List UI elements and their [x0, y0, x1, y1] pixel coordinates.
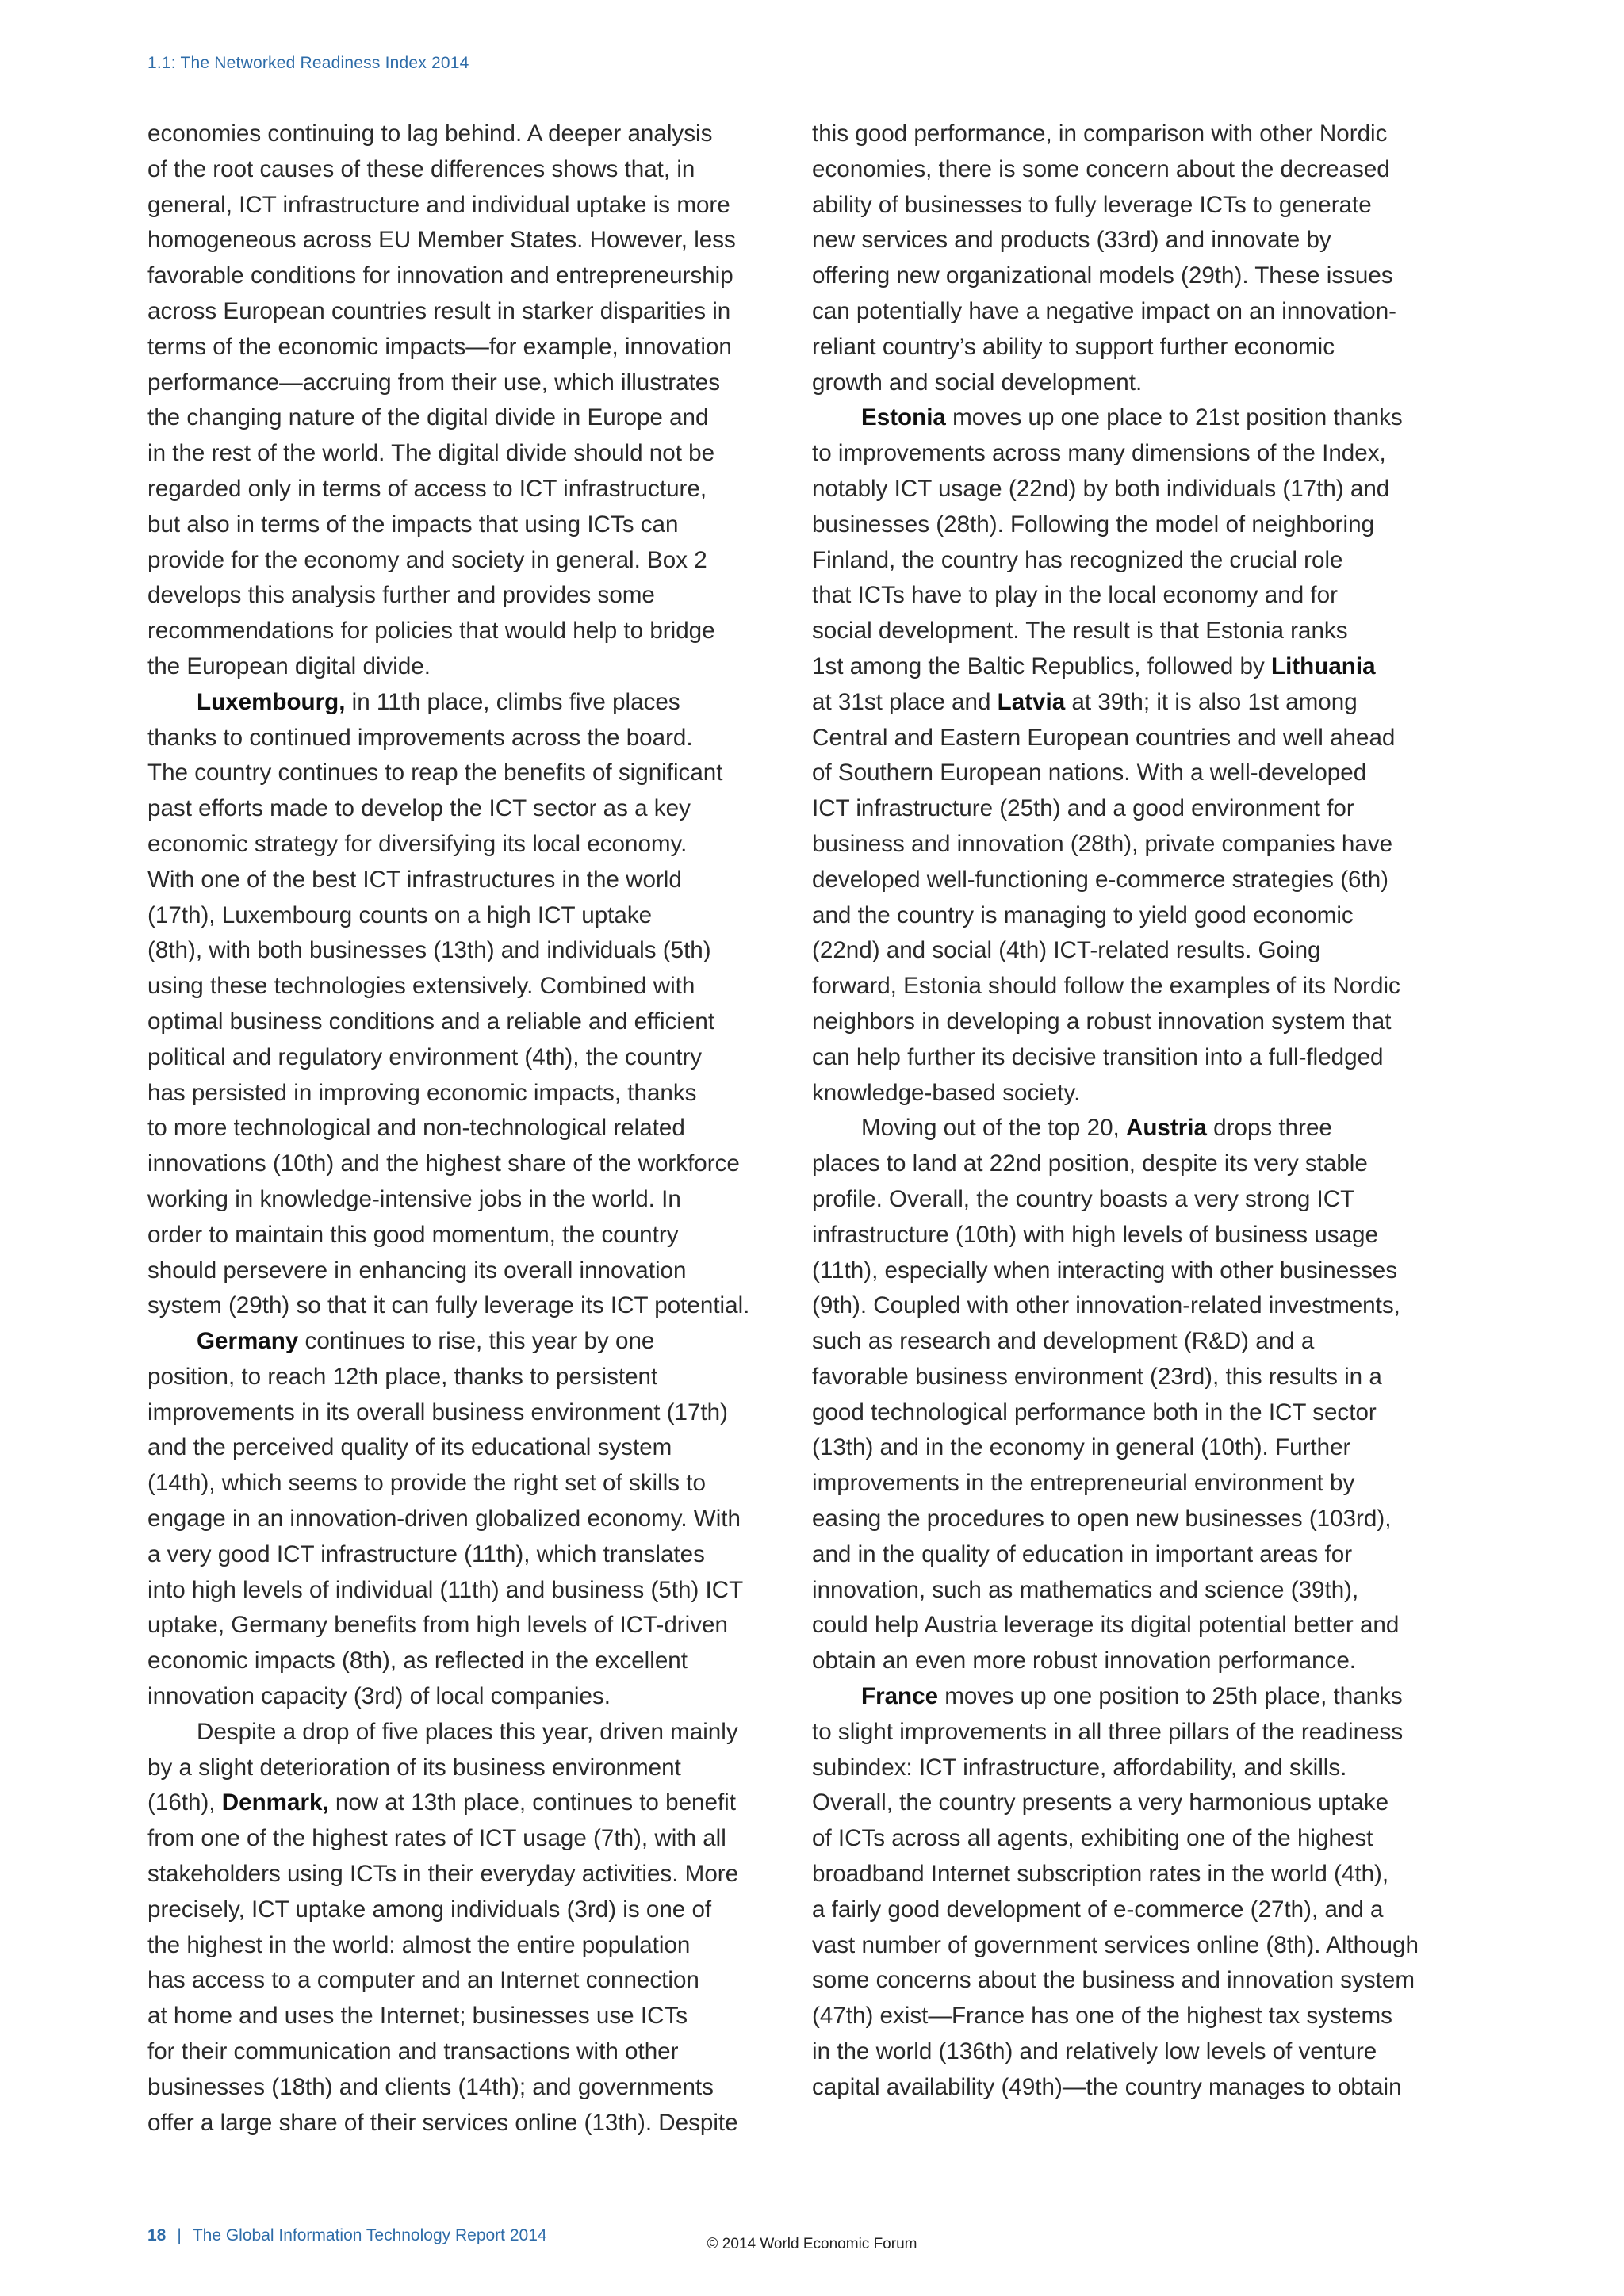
text-line — [812, 188, 1438, 224]
line-text: regarded only in terms of access to ICT infrastructure, — [147, 475, 707, 502]
line-text: recommendations for policies that would help to bridge — [147, 618, 715, 645]
left-text-column — [147, 117, 774, 2141]
line-text: the European digital divide. — [147, 652, 431, 679]
line-text: (22nd) and social (4th) ICT-related results. Going — [812, 937, 1321, 964]
line-text: system (29th) so that it can fully leverage its ICT potential. — [147, 1292, 750, 1319]
line-text: reliant country’s ability to support further economic — [812, 333, 1335, 360]
text-line — [812, 1679, 1438, 1715]
text-line — [147, 1324, 774, 1360]
text-line — [147, 1004, 774, 1040]
text-line — [147, 969, 774, 1004]
text-line — [147, 400, 774, 436]
text-line — [812, 1751, 1438, 1786]
line-text: 1st among the Baltic Republics, followed by — [812, 652, 1272, 679]
text-line — [812, 1004, 1438, 1040]
text-line — [812, 1182, 1438, 1218]
text-line — [812, 1785, 1438, 1821]
text-line — [812, 365, 1438, 401]
line-text: vast number of government services online (8th). Although — [812, 1931, 1419, 1958]
line-text: broadband Internet subscription rates in the world (4th), — [812, 1861, 1389, 1888]
country-name: Lithuania — [1271, 652, 1376, 679]
text-line — [812, 1892, 1438, 1928]
text-line — [812, 152, 1438, 188]
text-line — [147, 365, 774, 401]
right-text-column — [812, 117, 1438, 2106]
text-line — [147, 721, 774, 756]
line-text: working in knowledge-intensive jobs in the world. In — [147, 1185, 681, 1212]
text-line — [812, 791, 1438, 827]
running-header: 1.1: The Networked Readiness Index 2014 — [147, 54, 469, 72]
line-text: should persevere in enhancing its overall innovation — [147, 1257, 687, 1284]
line-text: can help further its decisive transition into a full-fledged — [812, 1043, 1384, 1070]
line-text: improvements in its overall business environment (17th) — [147, 1399, 728, 1425]
text-line — [812, 294, 1438, 330]
footer-separator: | — [177, 2226, 182, 2244]
line-text: that ICTs have to play in the local economy and for — [812, 582, 1338, 609]
line-text: ability of businesses to fully leverage ICTs to generate — [812, 191, 1372, 218]
text-line — [812, 933, 1438, 969]
line-text: by a slight deterioration of its business environment — [147, 1754, 681, 1781]
line-text: businesses (18th) and clients (14th); and governments — [147, 2073, 714, 2100]
line-text: (47th) exist—France has one of the highest tax systems — [812, 2003, 1392, 2030]
text-line — [812, 507, 1438, 543]
text-line — [812, 1360, 1438, 1395]
line-text: of ICTs across all agents, exhibiting one of the highest — [812, 1825, 1373, 1852]
line-text: obtain an even more robust innovation performance. — [812, 1647, 1357, 1674]
text-line — [147, 1644, 774, 1679]
line-text: across European countries result in starker disparities in — [147, 297, 731, 324]
text-line — [147, 152, 774, 188]
line-text: Central and Eastern European countries and well ahead — [812, 724, 1396, 751]
line-text: good technological performance both in the ICT sector — [812, 1399, 1377, 1425]
text-line — [147, 472, 774, 507]
text-line — [147, 1537, 774, 1573]
line-text: order to maintain this good momentum, the country — [147, 1221, 679, 1248]
text-line — [812, 258, 1438, 294]
text-line — [147, 1821, 774, 1857]
line-text: businesses (28th). Following the model of neighboring — [812, 511, 1375, 538]
paragraph — [147, 685, 774, 1324]
line-text: stakeholders using ICTs in their everyday activities. More — [147, 1861, 739, 1888]
line-text: past efforts made to develop the ICT sector as a key — [147, 795, 691, 822]
text-line — [812, 1537, 1438, 1573]
text-line — [147, 188, 774, 224]
paragraph — [812, 400, 1438, 1111]
text-line — [812, 649, 1438, 685]
line-text: provide for the economy and society in general. Box 2 — [147, 546, 707, 573]
line-text: some concerns about the business and innovation system — [812, 1967, 1415, 1994]
line-text: neighbors in developing a robust innovation system that — [812, 1008, 1392, 1035]
text-line — [147, 1715, 774, 1751]
text-line — [147, 330, 774, 365]
line-text: in the world (136th) and relatively low levels of venture — [812, 2038, 1377, 2065]
text-line — [812, 1573, 1438, 1609]
text-line — [147, 1466, 774, 1502]
line-text: of Southern European nations. With a well-developed — [812, 760, 1367, 786]
line-text: economic strategy for diversifying its local economy. — [147, 830, 688, 857]
text-line — [812, 1715, 1438, 1751]
text-line — [147, 1182, 774, 1218]
text-line — [147, 685, 774, 721]
line-text: subindex: ICT infrastructure, affordability, and skills. — [812, 1754, 1347, 1781]
text-line — [147, 1573, 774, 1609]
text-line — [147, 543, 774, 579]
line-text: economic impacts (8th), as reflected in the excellent — [147, 1647, 688, 1674]
line-text: to more technological and non-technological related — [147, 1115, 685, 1142]
text-line — [812, 1111, 1438, 1146]
text-line — [147, 1360, 774, 1395]
text-line — [812, 827, 1438, 863]
country-name: Austria — [1125, 1115, 1207, 1142]
text-line — [147, 827, 774, 863]
text-line — [147, 578, 774, 614]
text-line — [147, 1218, 774, 1253]
country-name: France — [861, 1683, 939, 1710]
text-line — [812, 756, 1438, 791]
text-line — [147, 791, 774, 827]
paragraph — [812, 117, 1438, 400]
line-text: of the root causes of these differences shows that, in — [147, 155, 695, 182]
line-text: the changing nature of the digital divide in Europe and — [147, 404, 709, 431]
line-text: but also in terms of the impacts that using ICTs can — [147, 511, 679, 538]
text-line — [812, 685, 1438, 721]
text-line — [147, 898, 774, 934]
line-text: at home and uses the Internet; businesses use ICTs — [147, 2003, 688, 2030]
page-number: 18 — [147, 2226, 167, 2244]
line-text: thanks to continued improvements across the board. — [147, 724, 693, 751]
line-text: (8th), with both businesses (13th) and individuals (5th) — [147, 937, 711, 964]
text-line — [147, 649, 774, 685]
line-text: has persisted in improving economic impacts, thanks — [147, 1079, 697, 1106]
line-text: ICT infrastructure (25th) and a good environment for — [812, 795, 1354, 822]
text-line — [147, 1253, 774, 1289]
text-line — [812, 1430, 1438, 1466]
line-text: the highest in the world: almost the entire population — [147, 1931, 691, 1958]
text-line — [147, 223, 774, 258]
paragraph — [147, 117, 774, 685]
line-text: a fairly good development of e-commerce (27th), and a — [812, 1896, 1384, 1923]
line-text: from one of the highest rates of ICT usage (7th), with all — [147, 1825, 726, 1852]
text-line — [812, 721, 1438, 756]
line-text: could help Austria leverage its digital potential better and — [812, 1612, 1400, 1639]
line-text: and in the quality of education in important areas for — [812, 1540, 1353, 1567]
line-text: a very good ICT infrastructure (11th), which translates — [147, 1540, 705, 1567]
country-name: Denmark, — [221, 1789, 329, 1816]
text-line — [147, 2106, 774, 2141]
country-name: Estonia — [861, 404, 946, 431]
line-text: now at 13th place, continues to benefit — [328, 1789, 736, 1816]
line-text: (9th). Coupled with other innovation-related investments, — [812, 1292, 1400, 1319]
text-line — [812, 1288, 1438, 1324]
line-text: new services and products (33rd) and innovate by — [812, 227, 1331, 254]
line-text: to slight improvements in all three pillars of the readiness — [812, 1718, 1404, 1745]
text-line — [812, 1999, 1438, 2034]
line-text: Despite a drop of five places this year, driven mainly — [197, 1718, 738, 1745]
text-line — [812, 1466, 1438, 1502]
text-line — [147, 1395, 774, 1431]
text-line — [812, 1821, 1438, 1857]
text-line — [147, 1857, 774, 1892]
line-text: can potentially have a negative impact on an innovation- — [812, 297, 1397, 324]
line-text: profile. Overall, the country boasts a very strong ICT — [812, 1185, 1355, 1212]
paragraph — [147, 1715, 774, 2141]
text-line — [147, 1999, 774, 2034]
text-line — [147, 1751, 774, 1786]
country-name: Luxembourg, — [197, 688, 346, 715]
line-text: for their communication and transactions with other — [147, 2038, 679, 2065]
text-line — [812, 1040, 1438, 1076]
text-line — [147, 258, 774, 294]
text-line — [147, 1430, 774, 1466]
line-text: innovations (10th) and the highest share of the workforce — [147, 1150, 740, 1177]
line-text: capital availability (49th)—the country manages to obtain — [812, 2073, 1402, 2100]
line-text: innovation capacity (3rd) of local companies. — [147, 1683, 611, 1710]
line-text: places to land at 22nd position, despite its very stable — [812, 1150, 1368, 1177]
line-text: engage in an innovation-driven globalized economy. With — [147, 1506, 741, 1533]
country-name: Germany — [197, 1328, 299, 1355]
line-text: (17th), Luxembourg counts on a high ICT uptake — [147, 901, 653, 928]
text-line — [812, 436, 1438, 472]
text-line — [812, 1146, 1438, 1182]
text-line — [147, 756, 774, 791]
line-text: improvements in the entrepreneurial environment by — [812, 1470, 1355, 1497]
text-line — [812, 863, 1438, 898]
line-text: infrastructure (10th) with high levels of business usage — [812, 1221, 1378, 1248]
line-text: to improvements across many dimensions of the Index, — [812, 440, 1386, 467]
text-line — [147, 1785, 774, 1821]
line-text: continues to rise, this year by one — [298, 1328, 655, 1355]
line-text: (16th), — [147, 1789, 222, 1816]
line-text: at 31st place and — [812, 688, 998, 715]
text-line — [812, 1608, 1438, 1644]
line-text: uptake, Germany benefits from high levels of ICT-driven — [147, 1612, 728, 1639]
publication-title: The Global Information Technology Report 2014 — [192, 2226, 547, 2244]
line-text: Finland, the country has recognized the crucial role — [812, 546, 1343, 573]
line-text: precisely, ICT uptake among individuals (3rd) is one of — [147, 1896, 712, 1923]
line-text: Moving out of the top 20, — [861, 1115, 1126, 1142]
text-line — [812, 1963, 1438, 1999]
country-name: Latvia — [997, 688, 1066, 715]
text-line — [147, 1111, 774, 1146]
text-line — [147, 1502, 774, 1537]
line-text: and the perceived quality of its educational system — [147, 1434, 672, 1461]
line-text: position, to reach 12th place, thanks to persistent — [147, 1363, 658, 1390]
text-line — [812, 1644, 1438, 1679]
text-line — [812, 578, 1438, 614]
text-line — [147, 2070, 774, 2106]
line-text: business and innovation (28th), private companies have — [812, 830, 1393, 857]
line-text: has access to a computer and an Internet connection — [147, 1967, 699, 1994]
text-line — [147, 614, 774, 649]
line-text: moves up one place to 21st position thanks — [945, 404, 1403, 431]
text-line — [147, 863, 774, 898]
text-line — [147, 117, 774, 152]
text-line — [147, 507, 774, 543]
text-line — [812, 2070, 1438, 2106]
text-line — [147, 1076, 774, 1112]
line-text: offer a large share of their services online (13th). Despite — [147, 2109, 738, 2136]
text-line — [147, 1679, 774, 1715]
line-text: With one of the best ICT infrastructures in the world — [147, 866, 682, 893]
line-text: in the rest of the world. The digital divide should not be — [147, 440, 715, 467]
line-text: economies, there is some concern about the decreased — [812, 155, 1390, 182]
line-text: drops three — [1206, 1115, 1332, 1142]
text-line — [147, 933, 774, 969]
text-line — [812, 969, 1438, 1004]
text-line — [812, 330, 1438, 365]
line-text: (11th), especially when interacting with other businesses — [812, 1257, 1398, 1284]
text-line — [147, 1608, 774, 1644]
text-line — [812, 1253, 1438, 1289]
line-text: using these technologies extensively. Combined with — [147, 973, 695, 1000]
text-line — [812, 400, 1438, 436]
line-text: and the country is managing to yield good economic — [812, 901, 1354, 928]
line-text: terms of the economic impacts—for example, innovation — [147, 333, 732, 360]
line-text: (14th), which seems to provide the right set of skills to — [147, 1470, 706, 1497]
text-line — [812, 543, 1438, 579]
text-line — [812, 1857, 1438, 1892]
text-line — [147, 2034, 774, 2070]
line-text: Overall, the country presents a very harmonious uptake — [812, 1789, 1389, 1816]
text-line — [147, 1288, 774, 1324]
text-line — [147, 1040, 774, 1076]
line-text: such as research and development (R&D) and a — [812, 1328, 1315, 1355]
line-text: notably ICT usage (22nd) by both individuals (17th) and — [812, 475, 1390, 502]
text-line — [812, 117, 1438, 152]
text-line — [812, 1218, 1438, 1253]
text-line — [147, 436, 774, 472]
line-text: The country continues to reap the benefits of significant — [147, 760, 723, 786]
line-text: knowledge-based society. — [812, 1079, 1081, 1106]
line-text: optimal business conditions and a reliable and efficient — [147, 1008, 715, 1035]
line-text: developed well-functioning e-commerce strategies (6th) — [812, 866, 1389, 893]
text-line — [812, 1928, 1438, 1964]
line-text: growth and social development. — [812, 369, 1143, 396]
text-line — [812, 223, 1438, 258]
line-text: general, ICT infrastructure and individual uptake is more — [147, 191, 730, 218]
line-text: (13th) and in the economy in general (10th). Further — [812, 1434, 1351, 1461]
text-line — [812, 1395, 1438, 1431]
text-line — [147, 1963, 774, 1999]
line-text: favorable conditions for innovation and entrepreneurship — [147, 262, 733, 289]
line-text: social development. The result is that Estonia ranks — [812, 618, 1348, 645]
line-text: homogeneous across EU Member States. However, less — [147, 227, 736, 254]
line-text: in 11th place, climbs five places — [345, 688, 680, 715]
line-text: this good performance, in comparison with other Nordic — [812, 121, 1388, 147]
text-line — [812, 1324, 1438, 1360]
paragraph — [812, 1679, 1438, 2106]
paragraph — [147, 1324, 774, 1715]
line-text: political and regulatory environment (4th), the country — [147, 1043, 703, 1070]
line-text: develops this analysis further and provides some — [147, 582, 655, 609]
text-line — [147, 1928, 774, 1964]
line-text: economies continuing to lag behind. A deeper analysis — [147, 121, 713, 147]
text-line — [812, 898, 1438, 934]
text-line — [812, 614, 1438, 649]
line-text: innovation, such as mathematics and science (39th), — [812, 1576, 1359, 1603]
line-text: performance—accruing from their use, which illustrates — [147, 369, 721, 396]
line-text: favorable business environment (23rd), this results in a — [812, 1363, 1382, 1390]
text-line — [812, 2034, 1438, 2070]
line-text: forward, Estonia should follow the examples of its Nordic — [812, 973, 1400, 1000]
line-text: easing the procedures to open new businesses (103rd), — [812, 1506, 1392, 1533]
line-text: moves up one position to 25th place, thanks — [938, 1683, 1403, 1710]
text-line — [812, 472, 1438, 507]
text-line — [812, 1076, 1438, 1112]
text-line — [812, 1502, 1438, 1537]
line-text: into high levels of individual (11th) and business (5th) ICT — [147, 1576, 744, 1603]
paragraph — [812, 1111, 1438, 1679]
text-line — [147, 294, 774, 330]
text-line — [147, 1146, 774, 1182]
line-text: offering new organizational models (29th). These issues — [812, 262, 1393, 289]
line-text: at 39th; it is also 1st among — [1065, 688, 1358, 715]
copyright-notice: © 2014 World Economic Forum — [707, 2236, 917, 2252]
text-line — [147, 1892, 774, 1928]
